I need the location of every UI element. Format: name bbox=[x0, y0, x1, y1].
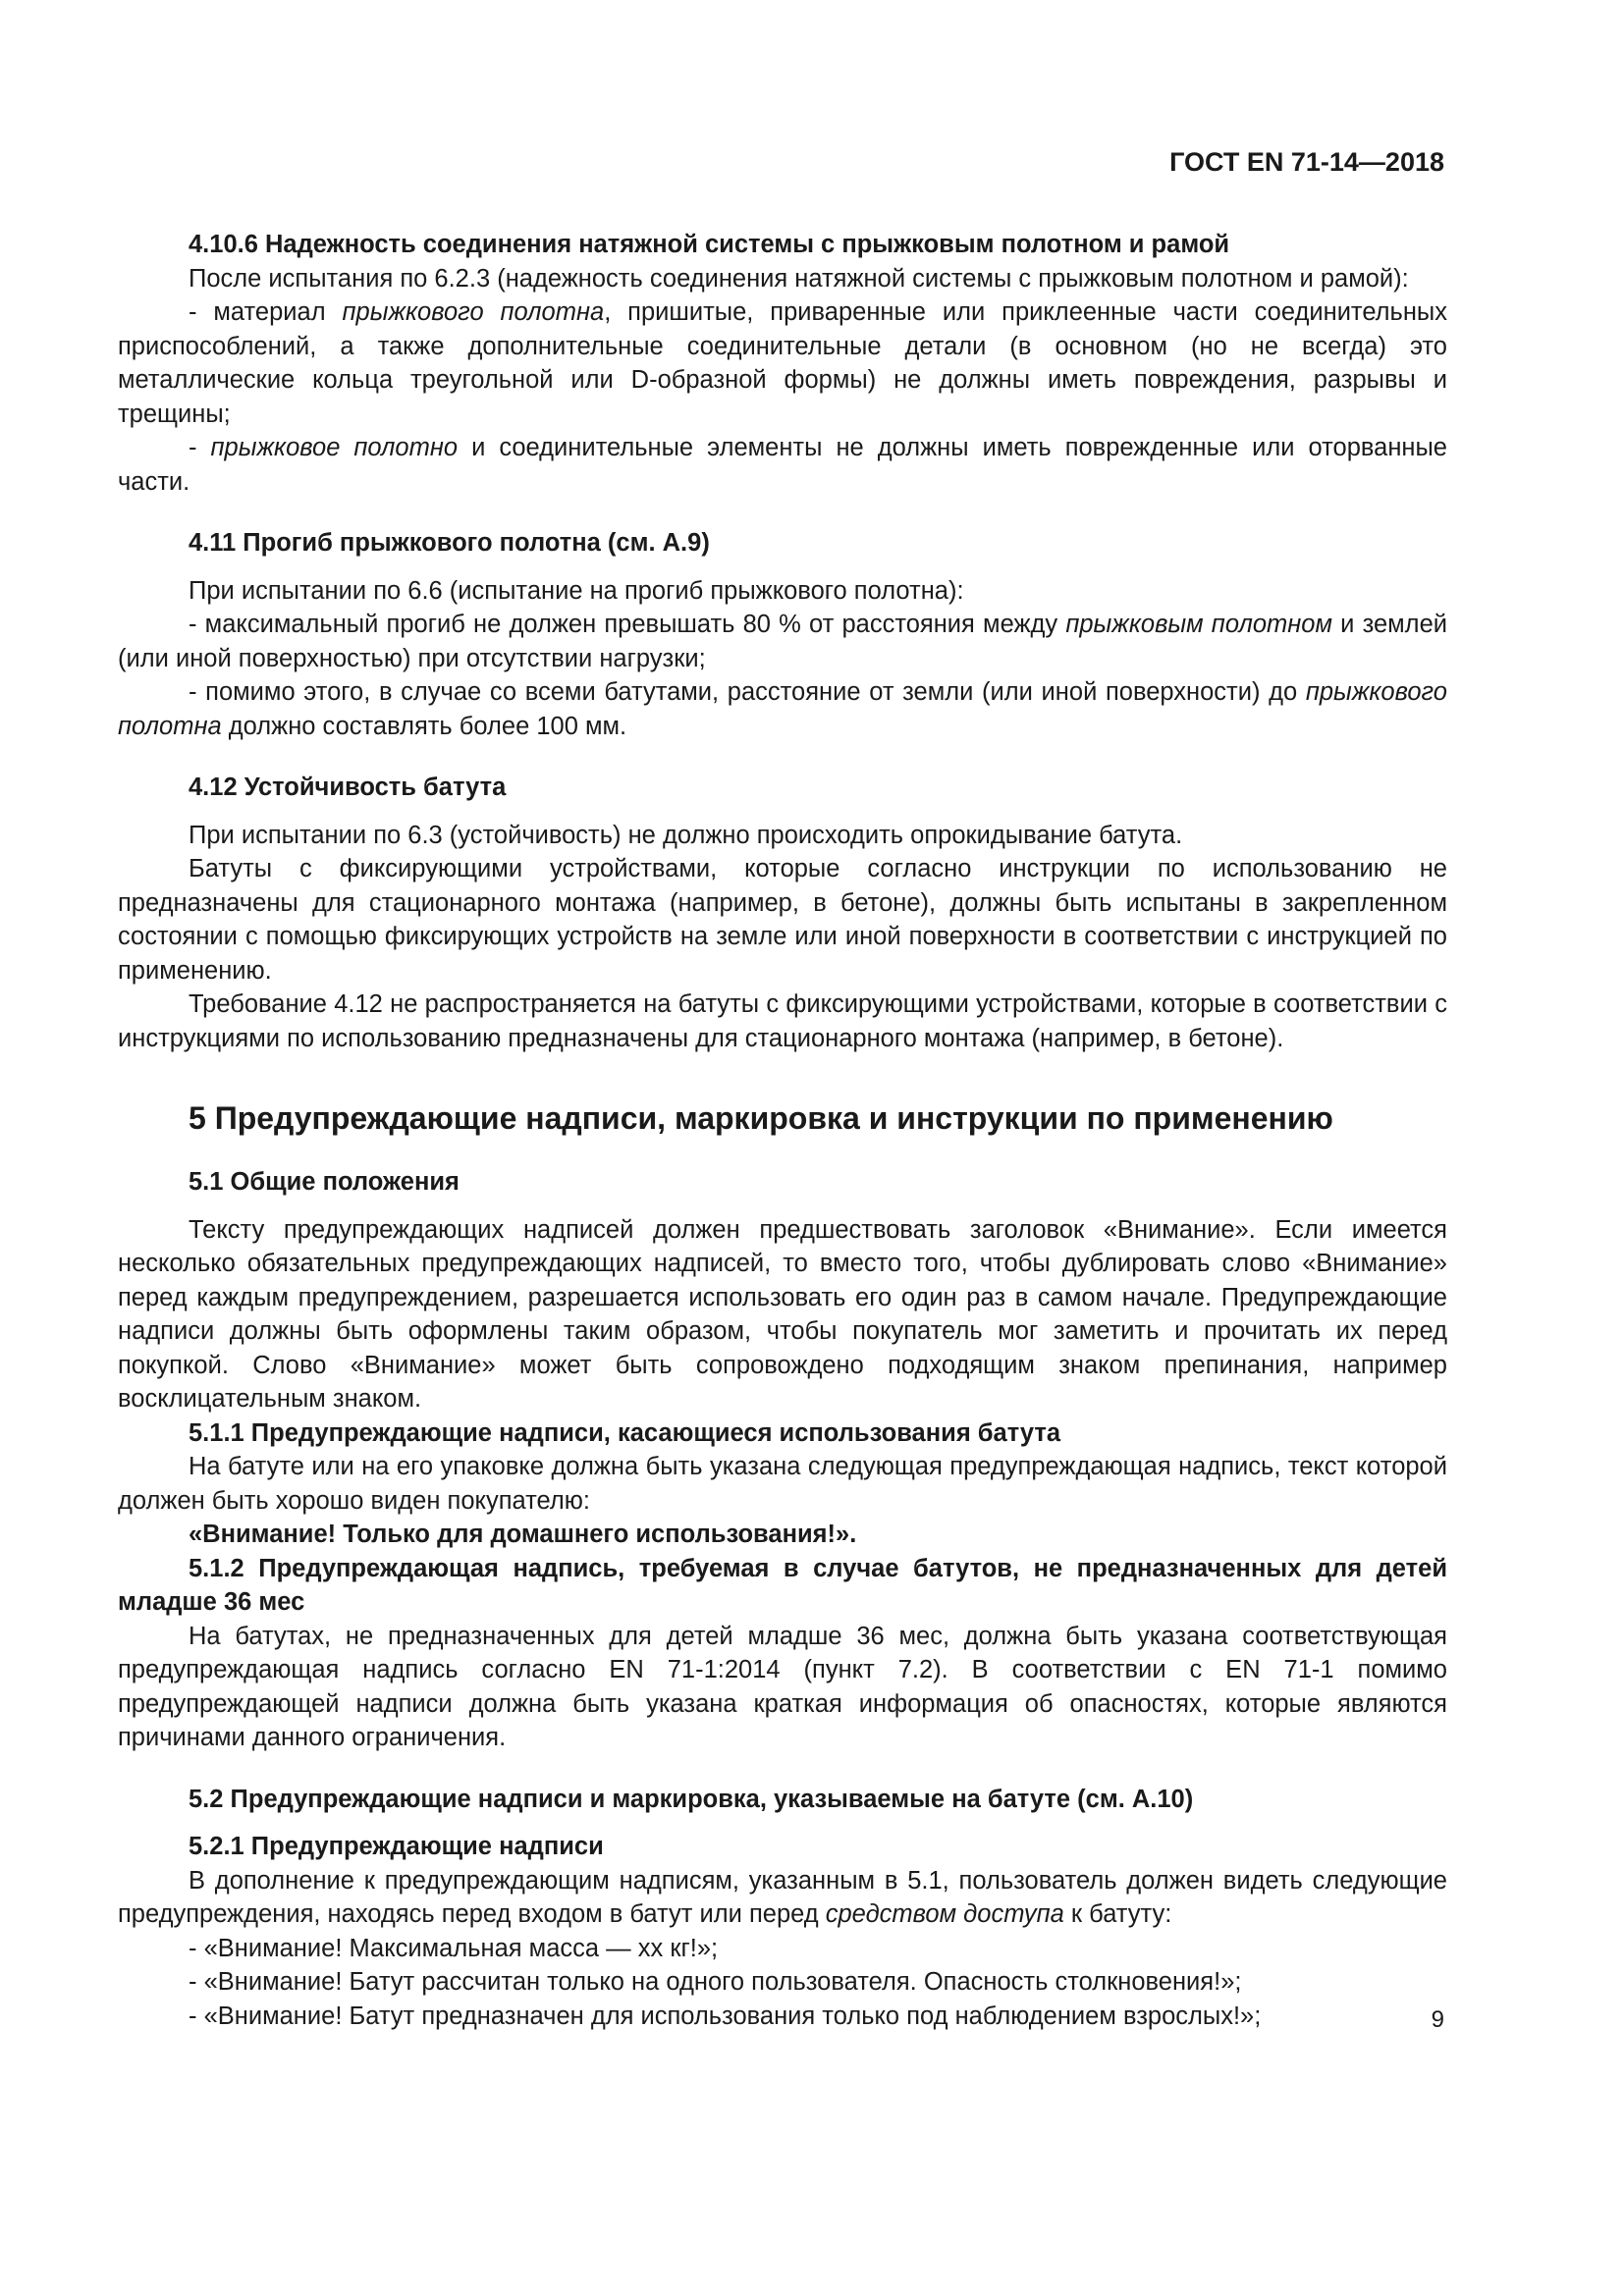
section-5-1-paragraph: Тексту предупреждающих надписей должен предшествовать заголовок «Внимание». Если имеется несколько обязательных предупреждающих надписей, то вместо того, чтобы дублировать слово «Внимание» перед каждым предупреждением, разрешается использовать его один раз в самом начале. Предупреждающие надписи должны быть оформлены таким образом, чтобы покупатель мог заметить и прочитать их перед покупкой. Слово «Внимание» может быть сопровождено подходящим знаком препинания, например восклицательным знаком. bbox=[118, 1215, 1447, 1413]
section-5-2-heading: 5.2 Предупреждающие надписи и маркировка, указываемые на батуте (см. А.10) bbox=[189, 1785, 1194, 1813]
section-4-11-item-1: - максимальный прогиб не должен превышать 80 % от расстояния между прыжковым полотном и землей (или иной поверхностью) при отсутствии нагрузки; bbox=[118, 611, 1447, 672]
section-5-2-1-item-2: - «Внимание! Батут рассчитан только на одного пользователя. Опасность столкновения!»; bbox=[189, 1968, 1242, 1996]
section-5-1-2-paragraph: На батутах, не предназначенных для детей младше 36 мес, должна быть указана соответствующая предупреждающая надпись согласно EN 71-1:2014 (пункт 7.2). В соответствии с EN 71-1 помимо предупреждающей надписи должна быть указана краткая информация об опасностях, которые являются причинами данного ограничения. bbox=[118, 1622, 1447, 1751]
section-5-2-1-heading: 5.2.1 Предупреждающие надписи bbox=[189, 1833, 604, 1860]
section-5-1-1-heading: 5.1.1 Предупреждающие надписи, касающиеся использования батута bbox=[189, 1418, 1061, 1447]
section-5-heading: 5 Предупреждающие надписи, маркировка и инструкции по применению bbox=[189, 1100, 1333, 1136]
section-4-10-6-heading: 4.10.6 Надежность соединения натяжной системы с прыжковым полотном и рамой bbox=[189, 231, 1230, 258]
section-4-10-6-item-1: - материал прыжкового полотна, пришитые, приваренные или приклеенные части соединительных приспособлений, а также дополнительные соединительные детали (в основном (но не всегда) это металлические кольца треугольной или D-образной формы) не должны иметь повреждения, разрывы и трещины; bbox=[118, 298, 1447, 428]
page-content bbox=[118, 228, 1447, 2033]
standard-code-header: ГОСТ EN 71-14—2018 bbox=[1169, 147, 1444, 177]
section-4-11-item-2: - помимо этого, в случае со всеми батутами, расстояние от земли (или иной поверхности) до прыжкового полотна должно составлять более 100 мм. bbox=[118, 678, 1447, 740]
section-4-11-intro: При испытании по 6.6 (испытание на прогиб прыжкового полотна): bbox=[189, 576, 964, 605]
section-5-1-heading: 5.1 Общие положения bbox=[189, 1168, 460, 1196]
page-number: 9 bbox=[1431, 2006, 1444, 2033]
section-4-12-paragraph-3: Требование 4.12 не распространяется на батуты с фиксирующими устройствами, которые в соответствии с инструкциями по использованию предназначены для стационарного монтажа (например, в бетоне). bbox=[118, 990, 1447, 1052]
section-5-2-1-item-3: - «Внимание! Батут предназначен для использования только под наблюдением взрослых!»; bbox=[189, 2002, 1262, 2030]
section-4-10-6-item-2: - прыжковое полотно и соединительные элементы не должны иметь поврежденные или оторванные части. bbox=[118, 434, 1447, 496]
section-5-1-1-paragraph: На батуте или на его упаковке должна быть указана следующая предупреждающая надпись, текст которой должен быть хорошо виден покупателю: bbox=[118, 1453, 1447, 1515]
section-4-12-paragraph-1: При испытании по 6.3 (устойчивость) не должно происходить опрокидывание батута. bbox=[189, 821, 1183, 849]
section-5-2-1-paragraph: В дополнение к предупреждающим надписям, указанным в 5.1, пользователь должен видеть следующие предупреждения, находясь перед входом в батут или перед средством доступа к батуту: bbox=[118, 1866, 1447, 1928]
section-4-12-paragraph-2: Батуты с фиксирующими устройствами, которые согласно инструкции по использованию не предназначены для стационарного монтажа (например, в бетоне), должны быть испытаны в закрепленном состоянии с помощью фиксирующих устройств на земле или иной поверхности в соответствии с инструкцией по применению. bbox=[118, 855, 1447, 985]
section-5-1-1-warning-text: «Внимание! Только для домашнего использования!». bbox=[189, 1521, 857, 1548]
section-4-12-heading: 4.12 Устойчивость батута bbox=[189, 774, 507, 801]
section-4-11-heading: 4.11 Прогиб прыжкового полотна (см. А.9) bbox=[189, 529, 710, 557]
section-5-2-1-item-1: - «Внимание! Максимальная масса — хх кг!»; bbox=[189, 1934, 719, 1962]
section-4-10-6-intro: После испытания по 6.2.3 (надежность соединения натяжной системы с прыжковым полотном и рамой): bbox=[189, 264, 1409, 293]
section-5-1-2-heading: 5.1.2 Предупреждающая надпись, требуемая в случае батутов, не предназначенных для детей младше 36 мес bbox=[118, 1554, 1447, 1616]
